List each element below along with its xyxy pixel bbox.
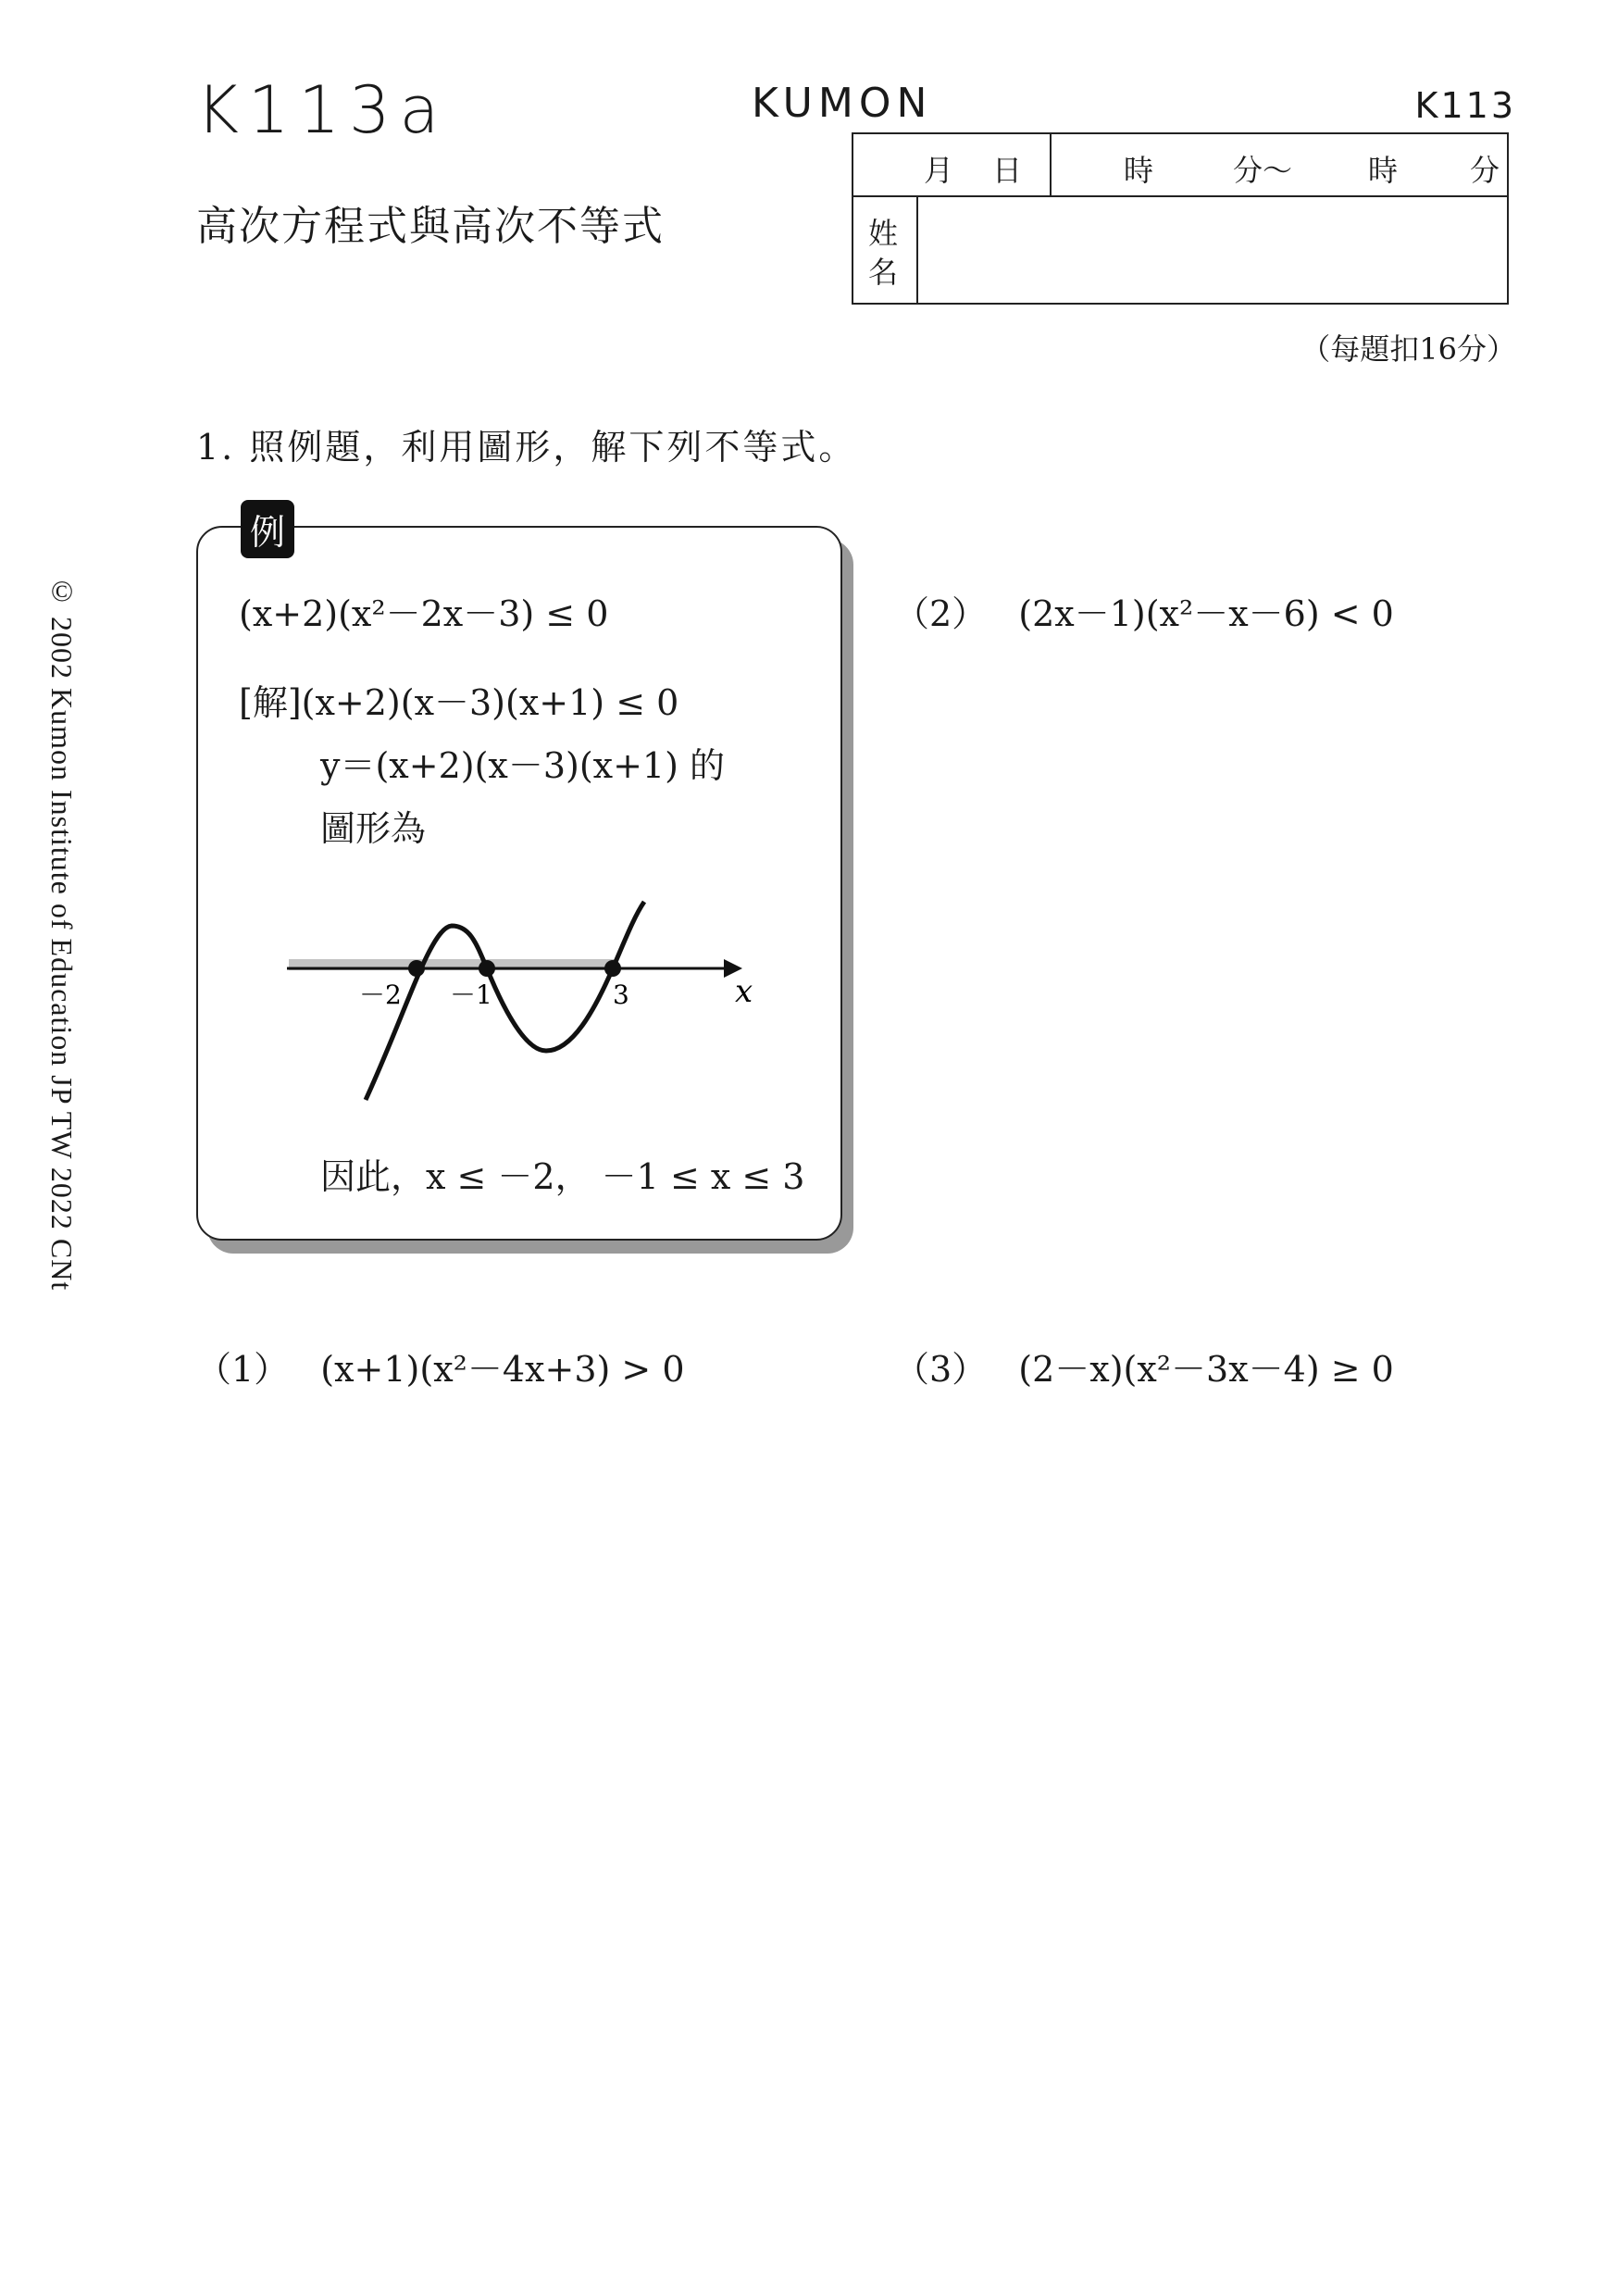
problem-1-expression: (x+1)(x²－4x+3) > 0 <box>320 1349 685 1390</box>
date-time-name-box <box>852 132 1509 305</box>
cubic-curve <box>366 902 644 1100</box>
example-conclusion: 因此，x ≤ －2， －1 ≤ x ≤ 3 <box>320 1156 805 1197</box>
name-label-1: 姓 <box>868 216 899 251</box>
answer-area-1[interactable] <box>196 1398 844 2231</box>
root-label-3: 3 <box>613 980 629 1010</box>
solution-step1-expr: (x+2)(x－3)(x+1) ≤ 0 <box>301 682 679 723</box>
name-label-2: 名 <box>868 255 899 290</box>
problem-3 <box>894 1341 1394 1391</box>
root-label-neg2: －2 <box>359 980 402 1010</box>
solution-label: [解] <box>239 682 302 723</box>
root-label-neg1: －1 <box>450 980 492 1010</box>
problem-1-number: （1） <box>196 1349 290 1390</box>
problem-3-number: （3） <box>894 1349 988 1390</box>
answer-area-2[interactable] <box>894 648 1524 1278</box>
problem-3-expression: (2－x)(x²－3x－4) ≥ 0 <box>1018 1349 1394 1390</box>
root-point-neg1 <box>479 960 495 977</box>
question-prompt: 1. 照例題，利用圖形，解下列不等式。 <box>196 427 857 468</box>
level-code: K113 <box>1414 85 1516 126</box>
minute-end-label: 分 <box>1470 153 1500 188</box>
problem-2-number: （2） <box>894 593 988 634</box>
name-field[interactable] <box>920 197 1505 303</box>
copyright-notice: © 2002 Kumon Institute of Education JP TW 2022 CNt <box>45 574 79 1292</box>
hour-end-label: 時 <box>1368 153 1399 188</box>
minute-start-label: 分～ <box>1233 153 1293 188</box>
problem-2 <box>894 585 1394 636</box>
example-solution-step2: y＝(x+2)(x－3)(x+1) 的 <box>320 745 726 786</box>
example-solution-step1 <box>239 674 678 725</box>
scoring-note: （每題扣16分） <box>1301 331 1516 367</box>
problem-2-expression: (2x－1)(x²－x－6) < 0 <box>1018 593 1394 634</box>
example-problem: (x+2)(x²－2x－3) ≤ 0 <box>239 593 609 634</box>
cubic-graph <box>278 880 778 1111</box>
hour-start-label: 時 <box>1124 153 1154 188</box>
root-point-neg2 <box>408 960 425 977</box>
root-point-3 <box>604 960 621 977</box>
example-solution-step3: 圖形為 <box>320 808 427 849</box>
worksheet-title: 高次方程式與高次不等式 <box>196 203 665 250</box>
problem-1 <box>196 1341 685 1391</box>
example-tag: 例 <box>241 500 294 558</box>
x-axis-label: x <box>735 973 753 1010</box>
month-label: 月 <box>924 153 954 188</box>
kumon-logo: KUMON <box>752 80 933 127</box>
answer-area-3[interactable] <box>894 1398 1524 2231</box>
day-label: 日 <box>992 153 1023 188</box>
sheet-code: K113a <box>196 72 449 148</box>
